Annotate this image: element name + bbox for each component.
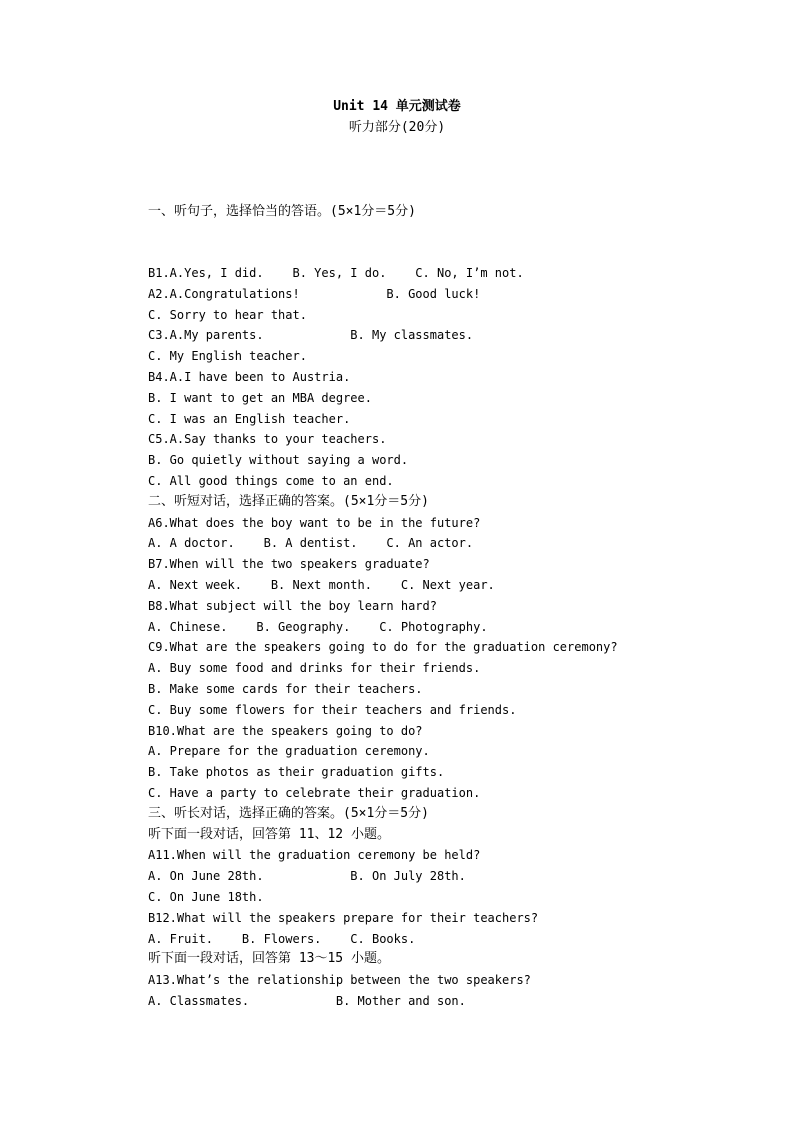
question-line: B4.A.I have been to Austria. xyxy=(148,369,351,384)
question-line: C3.A.My parents. B. My classmates. xyxy=(148,328,474,343)
question-line: B12.What will the speakers prepare for their teachers? xyxy=(148,910,539,925)
option-line: C. On June 18th. xyxy=(148,889,264,904)
question-line: C5.A.Say thanks to your teachers. xyxy=(148,432,387,447)
question-line: C9.What are the speakers going to do for the graduation ceremony? xyxy=(148,640,618,655)
page-title: Unit 14 单元测试卷 xyxy=(333,99,461,114)
option-line: A. Classmates. B. Mother and son. xyxy=(148,993,466,1008)
option-line: A. Fruit. B. Flowers. C. Books. xyxy=(148,931,416,946)
option-line: C. Buy some flowers for their teachers and friends. xyxy=(148,702,517,717)
option-line: C. I was an English teacher. xyxy=(148,411,351,426)
option-line: A. Prepare for the graduation ceremony. xyxy=(148,744,430,759)
question-line: A13.What’s the relationship between the two speakers? xyxy=(148,973,531,988)
option-line: B. Make some cards for their teachers. xyxy=(148,681,423,696)
part-one-heading: 一、听句子，选择恰当的答语。(5×1分＝5分) xyxy=(148,204,416,219)
option-line: A. Chinese. B. Geography. C. Photography. xyxy=(148,619,488,634)
question-line: B10.What are the speakers going to do? xyxy=(148,723,423,738)
option-line: C. Sorry to hear that. xyxy=(148,307,307,322)
option-line: C. All good things come to an end. xyxy=(148,473,394,488)
section-heading: 听下面一段对话，回答第 13～15 小题。 xyxy=(148,951,390,967)
exam-body xyxy=(148,263,748,1012)
question-line: A2.A.Congratulations! B. Good luck! xyxy=(148,286,481,301)
option-line: A. On June 28th. B. On July 28th. xyxy=(148,869,466,884)
option-line: A. Next week. B. Next month. C. Next year. xyxy=(148,577,495,592)
section-heading: 二、听短对话，选择正确的答案。(5×1分＝5分) xyxy=(148,493,429,509)
option-line: C. Have a party to celebrate their graduation. xyxy=(148,785,481,800)
question-line: B1.A.Yes, I did. B. Yes, I do. C. No, I’m not. xyxy=(148,266,524,280)
option-line: A. Buy some food and drinks for their friends. xyxy=(148,661,481,676)
option-line: B. I want to get an MBA degree. xyxy=(148,390,372,405)
question-line: B7.When will the two speakers graduate? xyxy=(148,557,430,572)
section-heading: 听下面一段对话，回答第 11、12 小题。 xyxy=(148,826,390,842)
question-line: B8.What subject will the boy learn hard? xyxy=(148,598,437,613)
option-line: B. Take photos as their graduation gifts. xyxy=(148,765,445,780)
option-line: A. A doctor. B. A dentist. C. An actor. xyxy=(148,536,474,551)
question-line: A6.What does the boy want to be in the future? xyxy=(148,515,481,530)
question-line: A11.When will the graduation ceremony be held? xyxy=(148,848,481,863)
section-heading: 三、听长对话，选择正确的答案。(5×1分＝5分) xyxy=(148,805,429,821)
option-line: C. My English teacher. xyxy=(148,349,307,364)
page-subtitle: 听力部分(20分) xyxy=(348,120,446,135)
option-line: B. Go quietly without saying a word. xyxy=(148,453,409,468)
